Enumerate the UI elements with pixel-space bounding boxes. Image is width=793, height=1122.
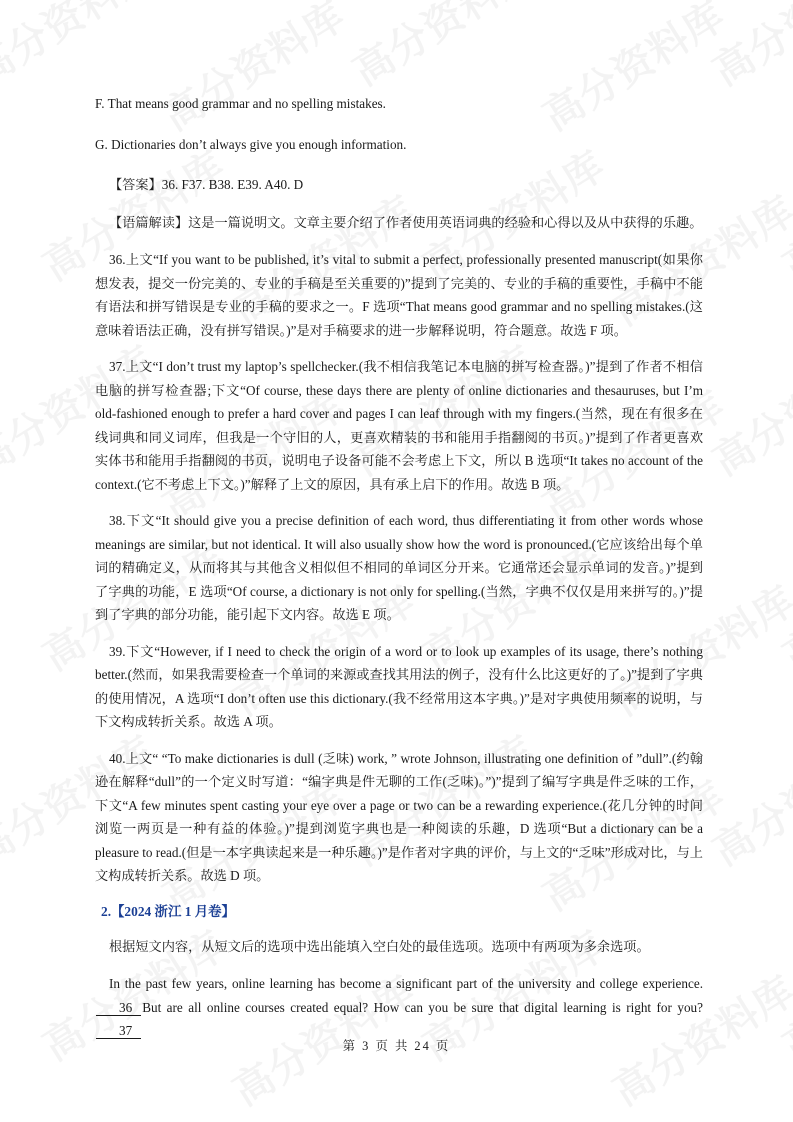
section-passage: [95, 972, 703, 1043]
explanation-37: 37.上文“I don’t trust my laptop’s spellchecker.(我不相信我笔记本电脑的拼写检查器。)”提到了作者不相信电脑的拼写检查器;下文“Of course, these days there are plenty of online dictionaries and thesauruses, but I’m old-fashioned enough to prefer a hard cover and pages I can leaf through with my fingers.(当然，现在有很多在线词典和同义词库，但我是一个守旧的人，更喜欢精装的书和能用手指翻阅的书页。)”提到了作者更喜欢实体书和能用手指翻阅的书页，说明电子设备可能不会考虑上下文，所以 B 选项“It takes no account of the context.(它不考虑上下文。)”解释了上文的原因，具有承上启下的作用。故选 B 项。: [95, 359, 703, 492]
option-line-f: F. That means good grammar and no spelling mistakes.: [95, 96, 386, 111]
watermark-text: [340, 0, 544, 97]
answer-item-39: 39. A: [245, 177, 274, 192]
explanation-36: 36.上文“If you want to be published, it’s vital to submit a perfect, professionally presented manuscript(如果你想发表，提交一份完美的、专业的手稿是至关重要的)”提到了完美的、专业的手稿的重要性，手稿中不能有语法和拼写错误是专业的手稿的要求之一。F 选项“That means good grammar and no spelling mistakes.(这意味着语法正确，没有拼写错误。)”是对手稿要求的进一步解释说明，符合题意。故选 F 项。: [95, 252, 703, 338]
watermark-text: [700, 720, 793, 877]
explanation-39: 39.下文“However, if I need to check the origin of a word or to look up examples of its usage, there’s nothing better.(然而，如果我需要检查一个单词的来源或查找其用法的例子，没有什么比这更好的了。)”提到了字典的使用情况，A 选项“I don’t often use this dictionary.(我不经常用这本字典。)”是对字典使用频率的说明，与下文构成转折关系。故选 A 项。: [95, 643, 703, 729]
answer-item-38: 38. E: [217, 177, 246, 192]
document-content: [95, 92, 703, 1056]
passage-text-part-1: In the past few years, online learning has become a significant part of the university and college experience.: [109, 976, 703, 991]
watermark-text: [0, 0, 165, 97]
watermark-text: [770, 135, 793, 292]
explanation-38: 38.下文“It should give you a precise definition of each word, thus differentiating it from other words whose meanings are similar, but not identical. It will also usually show how the word is pronounced.(它应该给出每个单词的精确定义，从而将其与其他含义相似但不相同的单词区分开来。它通常还会显示单词的发音。)”提到了字典的功能，E 选项“Of course, a dictionary is not only for spelling.(当然，字典不仅仅是用来拼写的。)”提到了字典的部分功能，能引起下文内容。故选 E 项。: [95, 513, 703, 622]
answer-item-36: 36. F: [161, 177, 189, 192]
answer-item-37: 37. B: [188, 177, 218, 192]
option-line-g: G. Dictionaries don’t always give you enough information.: [95, 136, 407, 152]
section-instruction: 根据短文内容，从短文后的选项中选出能填入空白处的最佳选项。选项中有两项为多余选项。: [109, 938, 650, 954]
page-footer: 第 3 页 共 24 页: [342, 1039, 451, 1053]
blank-36[interactable]: 36: [96, 1000, 141, 1016]
explanation-40: 40.上文“ “To make dictionaries is dull (乏味) work, ” wrote Johnson, illustrating one definition of ”dull”.(约翰逊在解释“dull”的一个定义时写道：“编字典是件无聊的工作(乏味)。”)”提到了编写字典是件乏味的工作，下文“A few minutes spent casting your eye over a page or two can be a rewarding experience.(花几分钟的时间浏览一两页是一种有益的体验。)”提到浏览字典也是一种阅读的乐趣，D 选项“But a dictionary can be a pleasure to read.(但是一本字典读起来是一种乐趣。)”是作者对字典的评价，与上文的“乏味”形成对比，与上文构成转折关系。故选 D 项。: [95, 750, 703, 883]
watermark-text: [700, 330, 793, 487]
answer-item-40: 40. D: [273, 177, 304, 192]
watermark-text: [770, 525, 793, 682]
answer-prefix: 【答案】: [109, 177, 162, 192]
section-heading-2: 2.【2024 浙江 1 月卷】: [101, 903, 235, 919]
answer-key-line: [95, 173, 703, 197]
blank-37[interactable]: 37: [96, 1023, 141, 1039]
passage-summary: 【语篇解读】这是一篇说明文。文章主要介绍了作者使用英语词典的经验和心得以及从中获得的乐趣。: [109, 214, 703, 230]
watermark-text: [700, 0, 793, 97]
passage-text-part-2: But are all online courses created equal? How can you be sure that digital learning is right for you?: [142, 999, 703, 1015]
